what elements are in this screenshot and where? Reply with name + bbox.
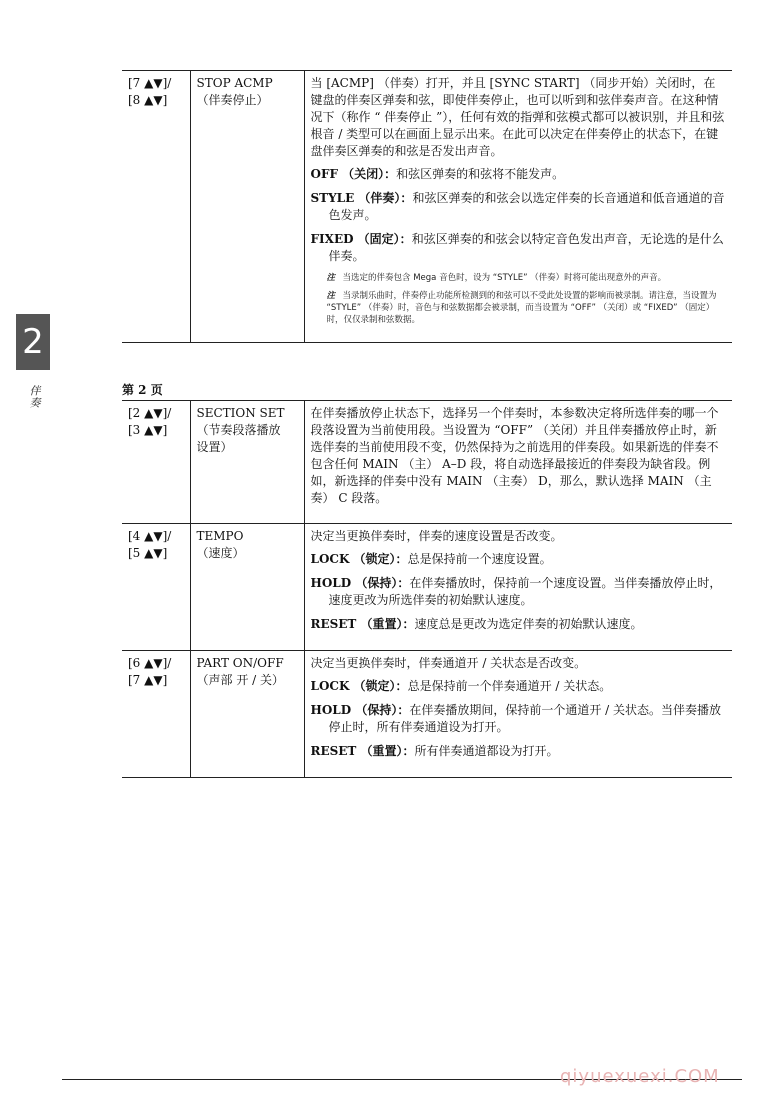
parameter-name-cell [190, 524, 304, 651]
option-term: RESET （重置）： [310, 617, 415, 631]
option-text: 和弦区弹奏的和弦会以选定伴奏的长音通道和低音通道的音色发声。 [328, 191, 725, 222]
description-text: 决定当更换伴奏时，伴奏的速度设置是否改变。 [310, 529, 563, 543]
option-text: 所有伴奏通道都设为打开。 [414, 744, 559, 758]
option-text: 和弦区弹奏的和弦会以特定音色发出声音，无论选的是什么伴奏。 [328, 232, 724, 263]
watermark: qiyuexuexi.COM [560, 1066, 720, 1087]
parameter-name: STOP ACMP [196, 76, 273, 90]
button-key: [4 ▲▼]/ [128, 529, 172, 543]
option-term: RESET （重置）： [310, 744, 415, 758]
option-text: 在伴奏播放时，保持前一个速度设置。当伴奏播放停止时，速度更改为所选伴奏的初始默认速度。 [328, 576, 722, 607]
option-term: HOLD （保持）： [310, 576, 410, 590]
option-item [311, 190, 727, 224]
parameter-name: （声部 开 / 关） [196, 673, 284, 687]
option-term: HOLD （保持）： [310, 703, 410, 717]
table-row [122, 651, 732, 778]
option-text: 总是保持前一个伴奏通道开 / 关状态。 [407, 679, 612, 693]
page-heading: 第 2 页 [122, 383, 163, 397]
description-cell [304, 524, 732, 651]
button-keys-cell [122, 524, 190, 651]
button-key: [6 ▲▼]/ [128, 656, 172, 670]
description-cell [304, 71, 732, 343]
chapter-label: 伴奏 [28, 385, 41, 409]
option-item [311, 743, 727, 760]
button-key: [7 ▲▼]/ [128, 76, 172, 90]
parameter-name: SECTION SET [196, 406, 285, 420]
note-item [311, 290, 727, 326]
chapter-number: 2 [22, 322, 44, 362]
table-row [122, 71, 732, 343]
description-text: 在伴奏播放停止状态下，选择另一个伴奏时，本参数决定将所选伴奏的哪一个段落设置为当前使用段。当设置为 “OFF” （关闭）并且伴奏播放停止时，新选伴奏的当前使用段不变，仍然保持为之前选用的伴奏段。如果新选的伴奏不包含任何 MAIN （主） A–D 段，将自动选择最接近的伴奏段为缺省段。例如，新选择的伴奏中没有 MAIN （主奏） D，那么，默认选择 MAIN （主奏） C 段落。 [310, 406, 719, 505]
table-row [122, 524, 732, 651]
parameter-name: PART ON/OFF [196, 656, 284, 670]
option-item [311, 616, 727, 633]
button-keys-cell [122, 401, 190, 524]
option-term: STYLE （伴奏）： [310, 191, 413, 205]
option-text: 速度总是更改为选定伴奏的初始默认速度。 [414, 617, 643, 631]
option-item [311, 231, 727, 265]
note-text: 当录制乐曲时，伴奏停止功能所检测到的和弦可以不受此处设置的影响而被录制。请注意，当设置为 “STYLE” （伴奏）时，音色与和弦数据都会被录制，而当设置为 “OFF” （关闭）或 “FIXED” （固定）时，仅仅录制和弦数据。 [326, 291, 717, 325]
button-key: [2 ▲▼]/ [128, 406, 172, 420]
button-key: [5 ▲▼] [128, 546, 168, 560]
parameter-name-cell [190, 71, 304, 343]
option-term: LOCK （锁定）： [310, 552, 408, 566]
option-item [311, 551, 727, 568]
description-text: 当 [ACMP] （伴奏）打开，并且 [SYNC START] （同步开始）关闭时，在键盘的伴奏区弹奏和弦，即使伴奏停止，也可以听到和弦伴奏声音。在这种情况下（称作 “ 伴奏停止 ”），任何有效的指弹和弦模式都可以被识别，并且和弦根音 / 类型可以在画面上显示出来。在此可以决定在伴奏停止的状态下，在键盘伴奏区弹奏的和弦是否发出声音。 [310, 76, 725, 158]
parameter-name: （速度） [196, 546, 245, 560]
table-row [122, 401, 732, 524]
button-key: [3 ▲▼] [128, 423, 168, 437]
note-mark: 注 [326, 291, 336, 301]
parameter-table-1 [122, 70, 732, 343]
button-keys-cell [122, 71, 190, 343]
chapter-tab [16, 314, 50, 370]
option-text: 总是保持前一个速度设置。 [407, 552, 552, 566]
option-text: 在伴奏播放期间，保持前一个通道开 / 关状态。当伴奏播放停止时，所有伴奏通道设为打开。 [328, 703, 722, 734]
option-item [311, 166, 727, 183]
parameter-table-2 [122, 400, 732, 778]
option-item [311, 678, 727, 695]
button-key: [7 ▲▼] [128, 673, 168, 687]
option-item [311, 702, 727, 736]
description-text: 决定当更换伴奏时，伴奏通道开 / 关状态是否改变。 [310, 656, 587, 670]
description-cell [304, 651, 732, 778]
parameter-name: TEMPO [196, 529, 244, 543]
parameter-name: 设置） [196, 440, 233, 454]
parameter-name: （伴奏停止） [196, 93, 269, 107]
parameter-name-cell [190, 651, 304, 778]
note-mark: 注 [326, 273, 336, 283]
option-term: LOCK （锁定）： [310, 679, 408, 693]
option-term: OFF （关闭）： [310, 167, 397, 181]
note-item [311, 272, 727, 284]
option-item [311, 575, 727, 609]
parameter-name-cell [190, 401, 304, 524]
option-term: FIXED （固定）： [310, 232, 412, 246]
button-key: [8 ▲▼] [128, 93, 168, 107]
description-cell [304, 401, 732, 524]
option-text: 和弦区弹奏的和弦将不能发声。 [396, 167, 565, 181]
parameter-name: （节奏段落播放 [196, 423, 281, 437]
button-keys-cell [122, 651, 190, 778]
note-text: 当选定的伴奏包含 Mega 音色时，设为 “STYLE” （伴奏）时将可能出现意外的声音。 [342, 273, 667, 283]
